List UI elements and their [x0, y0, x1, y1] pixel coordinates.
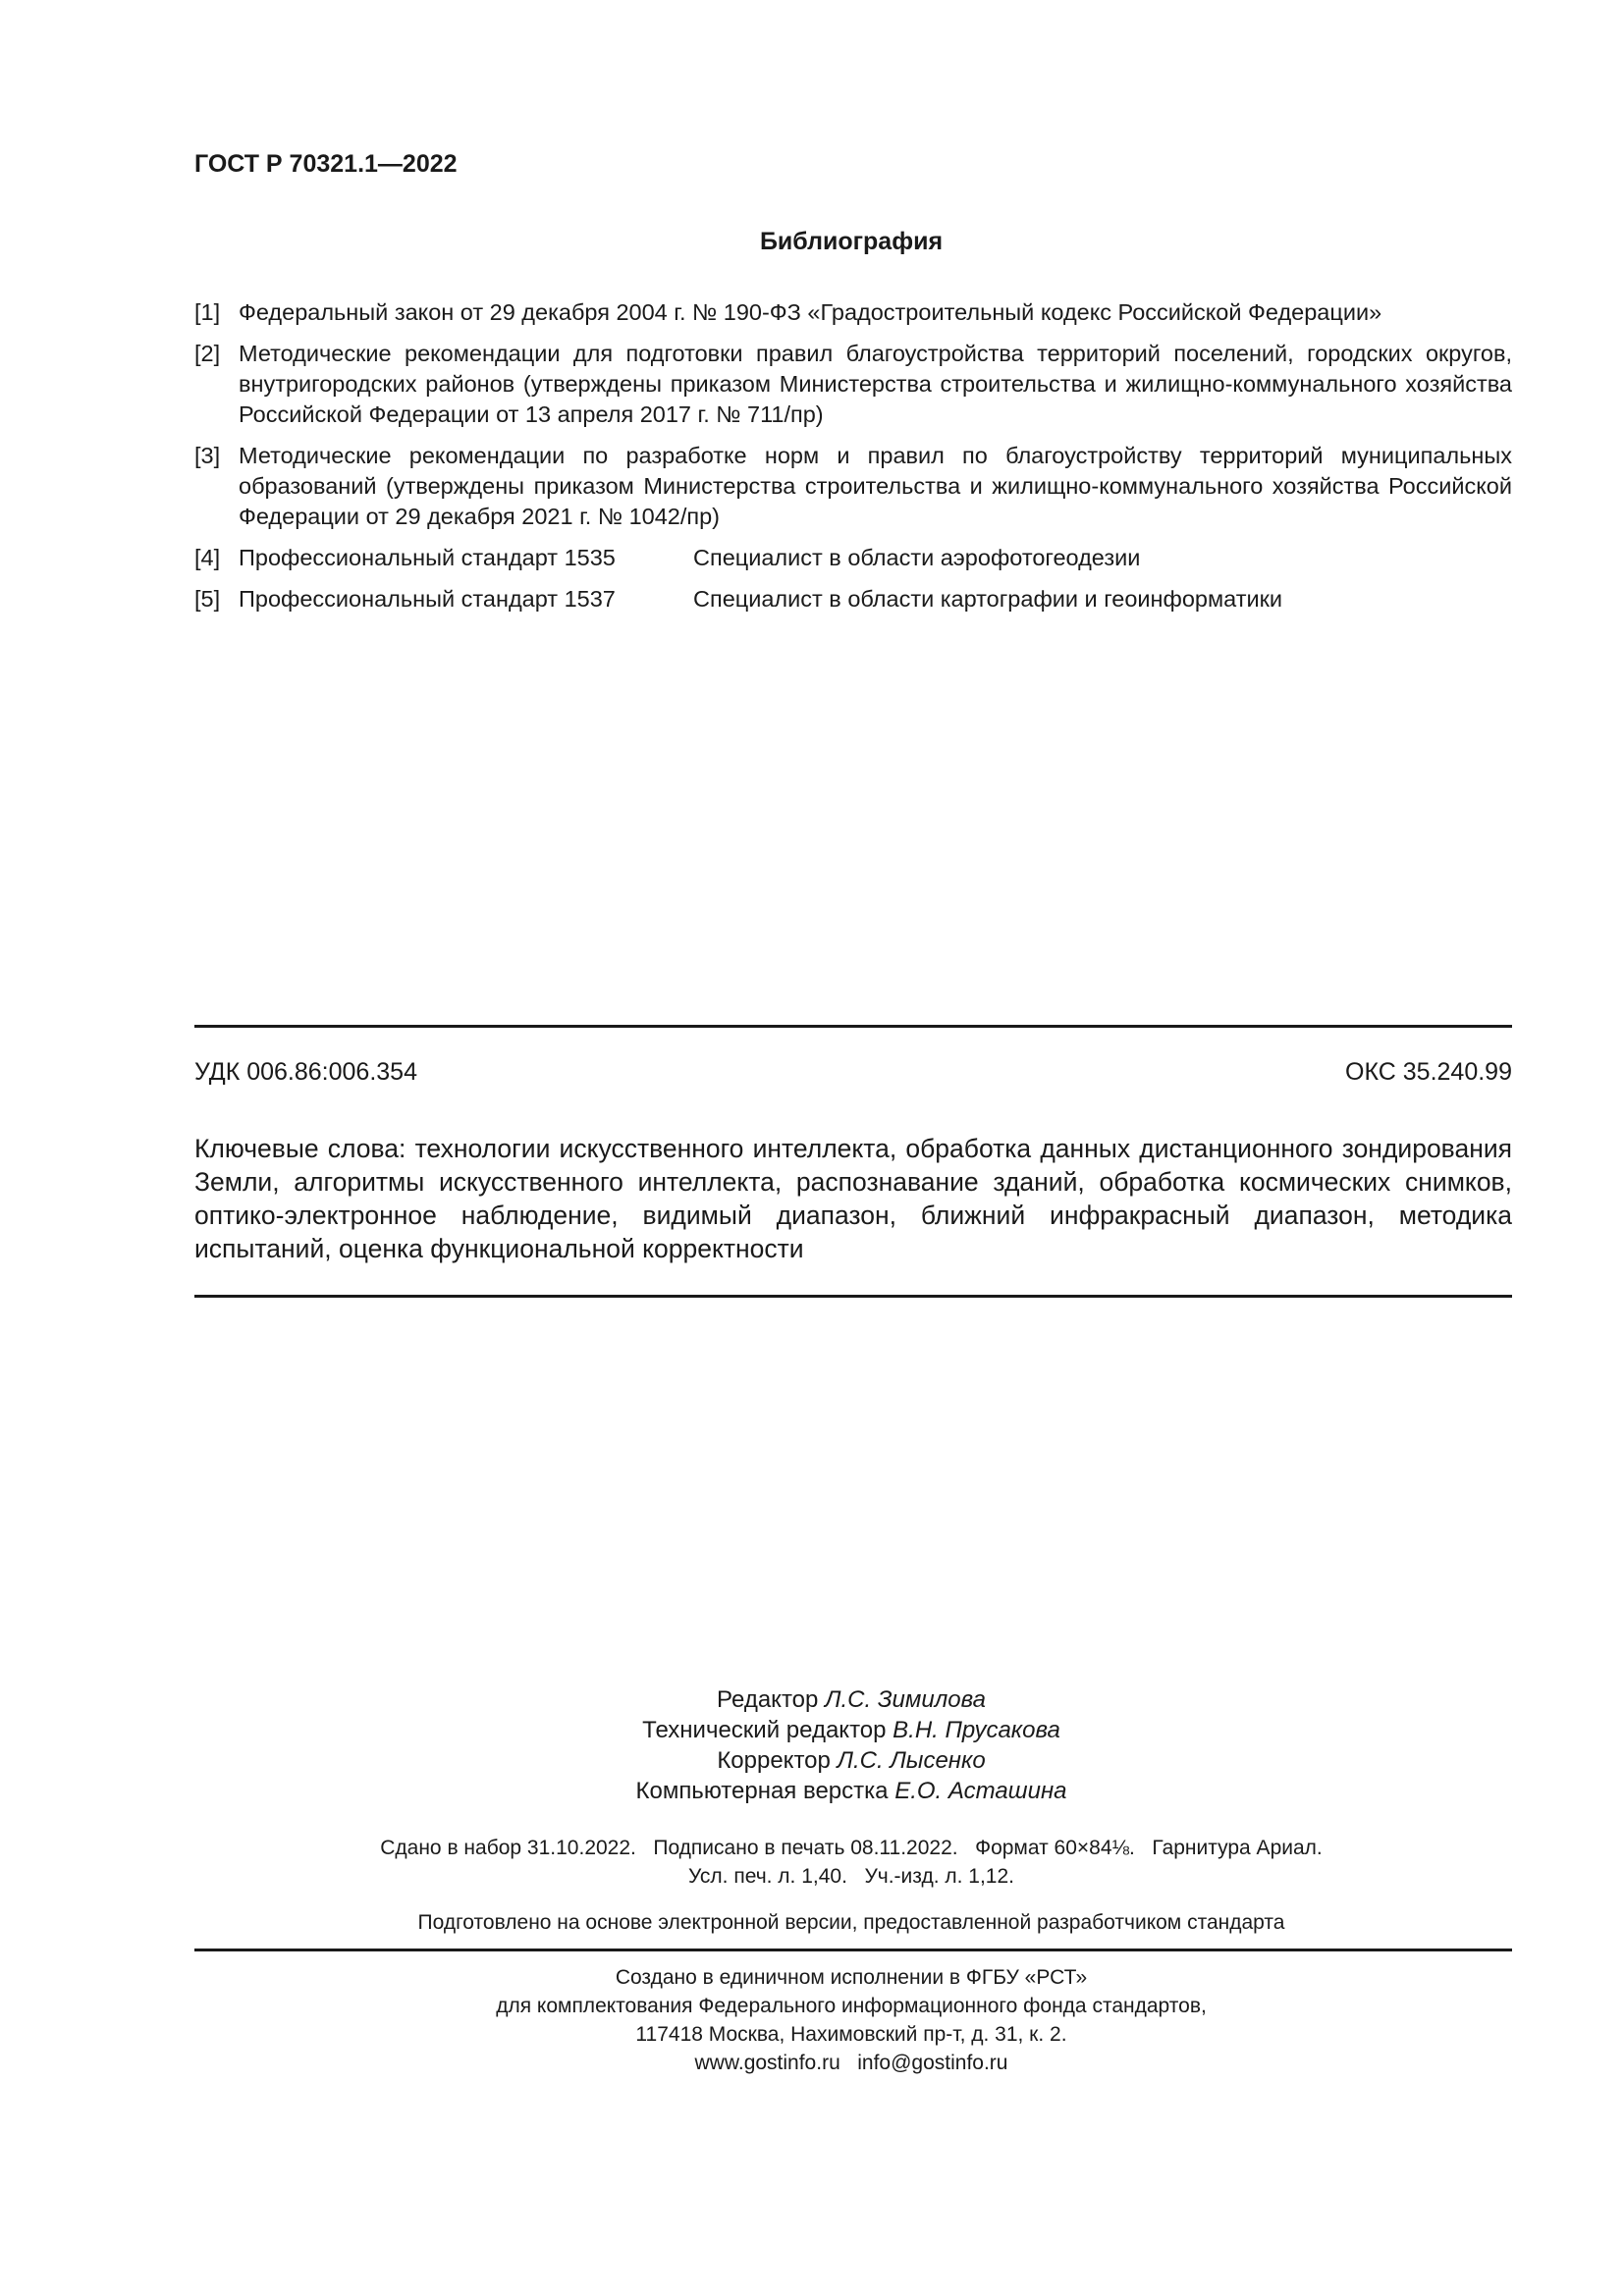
credit-line	[0, 1684, 1624, 1715]
prepared-note: Подготовлено на основе электронной версии, предоставленной разработчиком стандарта	[417, 1911, 1285, 1934]
credit-name: В.Н. Прусакова	[893, 1717, 1060, 1743]
credit-line	[0, 1715, 1624, 1745]
created-line-2: для комплектования Федерального информационного фонда стандартов,	[496, 1995, 1207, 2017]
credit-role: Компьютерная верстка	[635, 1778, 889, 1804]
credit-role: Редактор	[717, 1686, 819, 1713]
bibliography-item	[194, 543, 1512, 573]
credit-role: Технический редактор	[642, 1717, 887, 1743]
bibliography-item-number: [2]	[194, 341, 221, 366]
credit-line	[0, 1745, 1624, 1776]
divider-keywords	[194, 1295, 1512, 1298]
professional-standard	[239, 584, 1282, 614]
bibliography-item	[194, 297, 1512, 328]
credit-role: Корректор	[717, 1747, 831, 1774]
bibliography-item-number: [1]	[194, 299, 221, 325]
bibliography-item-text: Методические рекомендации для подготовки правил благоустройства территорий поселений, городских округов, внутригородских районов (утверждены приказом Министерства строительства и жилищно-коммунального хозяйства Российской Федерации от 13 апреля 2017 г. № 711/пр)	[239, 341, 1512, 427]
bibliography-item	[194, 339, 1512, 430]
created-info	[0, 1963, 1624, 2077]
bibliography-item	[194, 441, 1512, 532]
print-info-line-2: Усл. печ. л. 1,40. Уч.-изд. л. 1,12.	[687, 1865, 1014, 1888]
standard-title: Специалист в области картографии и геоинформатики	[693, 586, 1282, 612]
print-info-line-1: Сдано в набор 31.10.2022. Подписано в печать 08.11.2022. Формат 60×84⅛. Гарнитура Ариал.	[380, 1837, 1323, 1859]
document-code: ГОСТ Р 70321.1—2022	[194, 150, 458, 178]
bibliography-list	[194, 297, 1512, 625]
credit-name: Л.С. Зимилова	[825, 1686, 986, 1713]
bibliography-item-number: [5]	[194, 586, 221, 612]
keywords: Ключевые слова: технологии искусственного интеллекта, обработка данных дистанционного зондирования Земли, алгоритмы искусственного интеллекта, распознавание зданий, обработка космических снимков, оптико-электронное наблюдение, видимый диапазон, ближний инфракрасный диапазон, методика испытаний, оценка функциональной корректности	[194, 1134, 1512, 1263]
bibliography-item	[194, 584, 1512, 614]
created-line-1: Создано в единичном исполнении в ФГБУ «РСТ»	[615, 1966, 1088, 1989]
bibliography-title: Библиография	[759, 228, 944, 255]
credits	[0, 1684, 1624, 1806]
bibliography-item-text: Методические рекомендации по разработке норм и правил по благоустройству территорий муниципальных образований (утверждены приказом Министерства строительства и жилищно-коммунального хозяйства Российской Федерации от 29 декабря 2021 г. № 1042/пр)	[239, 443, 1512, 529]
divider-top	[194, 1025, 1512, 1028]
credit-name: Е.О. Асташина	[894, 1778, 1067, 1804]
bibliography-item-number: [3]	[194, 443, 221, 468]
udk-code: УДК 006.86:006.354	[194, 1058, 417, 1086]
standard-title: Специалист в области аэрофотогеодезии	[693, 545, 1141, 570]
credit-line	[0, 1776, 1624, 1806]
bibliography-item-number: [4]	[194, 545, 221, 570]
print-info	[0, 1834, 1624, 1891]
standard-code: Профессиональный стандарт 1535	[239, 545, 616, 570]
bibliography-item-text: Федеральный закон от 29 декабря 2004 г. № 190-ФЗ «Градостроительный кодекс Российской Федерации»	[239, 299, 1382, 325]
divider-bottom	[194, 1949, 1512, 1951]
created-line-3: 117418 Москва, Нахимовский пр-т, д. 31, к. 2.	[635, 2023, 1067, 2046]
oks-code: ОКС 35.240.99	[1345, 1058, 1512, 1086]
standard-code: Профессиональный стандарт 1537	[239, 586, 616, 612]
created-line-4: www.gostinfo.ru info@gostinfo.ru	[694, 2052, 1008, 2074]
professional-standard	[239, 543, 1140, 573]
credit-name: Л.С. Лысенко	[837, 1747, 986, 1774]
